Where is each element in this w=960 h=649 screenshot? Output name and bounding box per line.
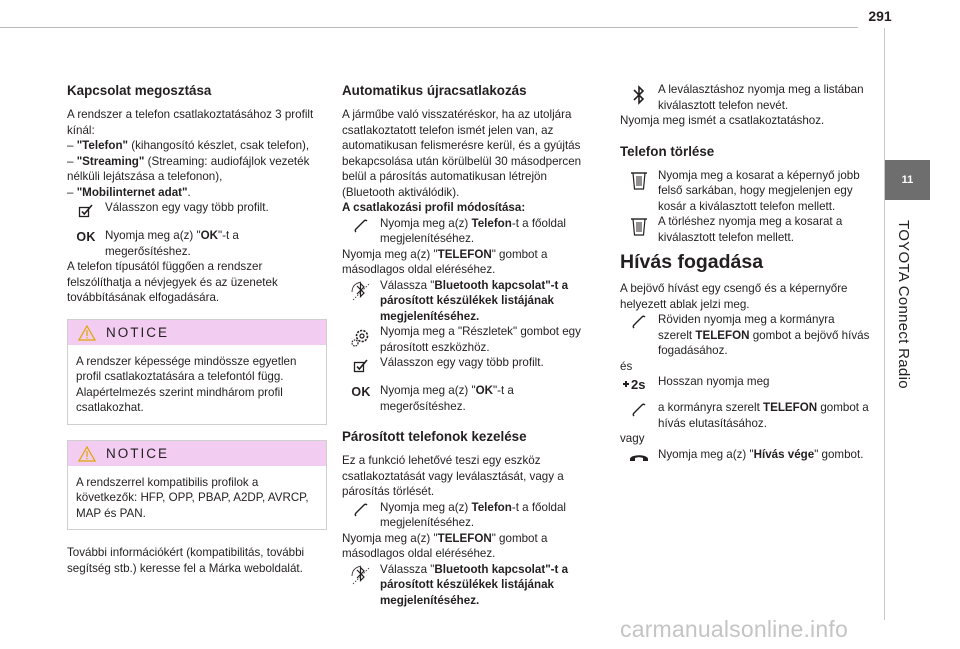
top-divider (0, 27, 858, 28)
notice-title: NOTICE (106, 445, 170, 461)
step-text: Nyomja meg a kosarat a képernyő jobb felső sarkában, hogy megjelenjen egy kosár a kiválasztott telefon mellett. (658, 168, 860, 213)
phone-handset-icon (342, 500, 380, 518)
conjunction-or: vagy (620, 432, 645, 445)
notice-text: A rendszerrel kompatibilis profilok a következők: HFP, OPP, PBAP, A2DP, AVRCP, MAP és PAN. (76, 475, 309, 520)
column-left (67, 82, 327, 576)
column-middle (342, 82, 590, 608)
step-details (342, 324, 590, 355)
ok-icon: OK (351, 385, 371, 399)
page-number: 291 (868, 8, 892, 24)
step-text: Nyomja meg a(z) "TELEFON" gombot a másodlagos oldal eléréséhez. (342, 247, 548, 276)
bluetooth-list-icon (342, 562, 380, 586)
step-phone-main (342, 216, 590, 247)
step-select-profile (67, 200, 327, 218)
step-end-call (620, 447, 870, 463)
step-delete-1 (620, 168, 870, 215)
list-item: – "Telefon" (kihangosító készlet, csak telefon), (67, 139, 310, 152)
call-intro-text: A bejövő hívást egy csengő és a képernyőre helyezett ablak jelzi meg. (620, 282, 848, 311)
more-info-text: További információkért (kompatibilitás, további segítség stb.) keresse fel a Márka weboldalát. (67, 546, 305, 575)
step-bluetooth (342, 278, 590, 325)
heading-receive-call: Hívás fogadása (620, 251, 764, 273)
manage-text: Ez a funkció lehetővé teszi egy eszköz csatlakoztatását vagy leválasztását, vagy a párosítás törlését. (342, 454, 564, 498)
heading-delete-phone: Telefon törlése (620, 143, 715, 159)
step-text: Válassza "Bluetooth kapcsolat"-t a párosított készülékek listájának megjelenítéséhez. (380, 278, 569, 323)
step-confirm (67, 228, 327, 259)
step-text: A törléshez nyomja meg a kosarat a kiválasztott telefon mellett. (658, 215, 843, 244)
step-select-profile (342, 355, 590, 373)
after-text: A telefon típusától függően a rendszer felszólíthatja a névjegyek és az üzenetek továbbításának elfogadására. (67, 260, 278, 304)
conjunction-and: és (620, 359, 633, 373)
step-text: Nyomja meg a(z) "Hívás vége" gombot. (658, 447, 864, 461)
gear-settings-icon (342, 324, 380, 348)
intro-text: A rendszer a telefon csatlakoztatásához 3 profilt kínál: (67, 108, 314, 137)
step-text: Nyomja meg a(z) "TELEFON" gombot a másodlagos oldal eléréséhez. (342, 531, 548, 560)
phone-handset-icon (620, 312, 658, 330)
heading-auto-reconnect: Automatikus újracsatlakozás (342, 83, 527, 98)
chapter-tab[interactable]: 11 (885, 160, 930, 200)
auto-reconnect-text: A járműbe való visszatéréskor, ha az utoljára csatlakoztatott telefon ismét jelen van, az automatikusan felismerésre kerül, és a gyújtás bekapcsolása után körülbelül 30 másodpercen belül a párosítás automatikusan létrejön (Bluetooth aktiválódik). (342, 108, 582, 199)
profile-list (67, 138, 327, 200)
step-text: a kormányra szerelt TELEFON gombot a hívás elutasításához. (658, 401, 869, 430)
step-text: Válasszon egy vagy több profilt. (380, 356, 544, 369)
step-text: Nyomja meg a(z) Telefon-t a főoldal megjelenítéséhez. (380, 216, 566, 245)
checkbox-icon (342, 355, 380, 373)
phone-handset-icon (620, 400, 658, 418)
heading-paired-phones: Párosított telefonok kezelése (342, 429, 527, 444)
chapter-title: TOYOTA Connect Radio (895, 220, 912, 389)
warning-icon (78, 446, 96, 462)
ok-icon: OK (76, 230, 96, 244)
step-text: Hosszan nyomja meg (658, 375, 770, 388)
list-item: – "Streaming" (Streaming: audiofájlok vezeték nélküli lejátszása a telefonon), (67, 154, 310, 183)
reconnect-text: Nyomja meg ismét a csatlakoztatáshoz. (620, 114, 825, 127)
step-phone-main (342, 500, 590, 531)
step-confirm (342, 383, 590, 414)
column-right (620, 82, 870, 463)
step-disconnect (620, 82, 870, 113)
notice-box (67, 319, 327, 425)
step-text: Nyomja meg a "Részletek" gombot egy párosított eszközhöz. (380, 325, 581, 354)
bluetooth-icon (620, 82, 658, 106)
step-delete-2 (620, 214, 870, 245)
modify-profile-heading: A csatlakozási profil módosítása: (342, 201, 526, 214)
heading-connection-sharing: Kapcsolat megosztása (67, 83, 212, 98)
long-press-duration: 2s (631, 377, 646, 392)
hang-up-icon (620, 447, 658, 463)
step-text: Nyomja meg a(z) "OK"-t a megerősítéshez. (380, 384, 514, 413)
step-reject-call (620, 400, 870, 431)
step-text: Röviden nyomja meg a kormányra szerelt TELEFON gombot a bejövő hívás fogadásához. (658, 313, 870, 357)
notice-title: NOTICE (106, 324, 170, 340)
list-item: – "Mobilinternet adat". (67, 185, 191, 199)
step-text: A leválasztáshoz nyomja meg a listában kiválasztott telefon nevét. (658, 83, 864, 112)
warning-icon (78, 325, 96, 341)
notice-text: A rendszer képessége mindössze egyetlen profil csatlakoztatására a telefontól függ. Alapértelmezés szerint mindhárom profil csatlakozhat. (76, 354, 297, 414)
long-press-icon (620, 374, 658, 392)
bluetooth-list-icon (342, 278, 380, 302)
step-text: Válasszon egy vagy több profilt. (105, 201, 269, 214)
phone-handset-icon (342, 216, 380, 234)
trash-icon (620, 214, 658, 236)
checkbox-icon (67, 200, 105, 218)
watermark: carmanualsonline.info (620, 616, 848, 642)
trash-icon (620, 168, 658, 190)
notice-box (67, 440, 327, 531)
step-answer-call (620, 312, 870, 359)
step-long-press (620, 374, 870, 392)
side-divider (884, 28, 885, 620)
step-text: Válassza "Bluetooth kapcsolat"-t a párosított készülékek listájának megjelenítéséhez. (380, 562, 569, 607)
step-bluetooth (342, 562, 590, 609)
step-text: Nyomja meg a(z) Telefon-t a főoldal megjelenítéséhez. (380, 500, 566, 529)
step-text: Nyomja meg a(z) "OK"-t a megerősítéshez. (105, 229, 239, 258)
